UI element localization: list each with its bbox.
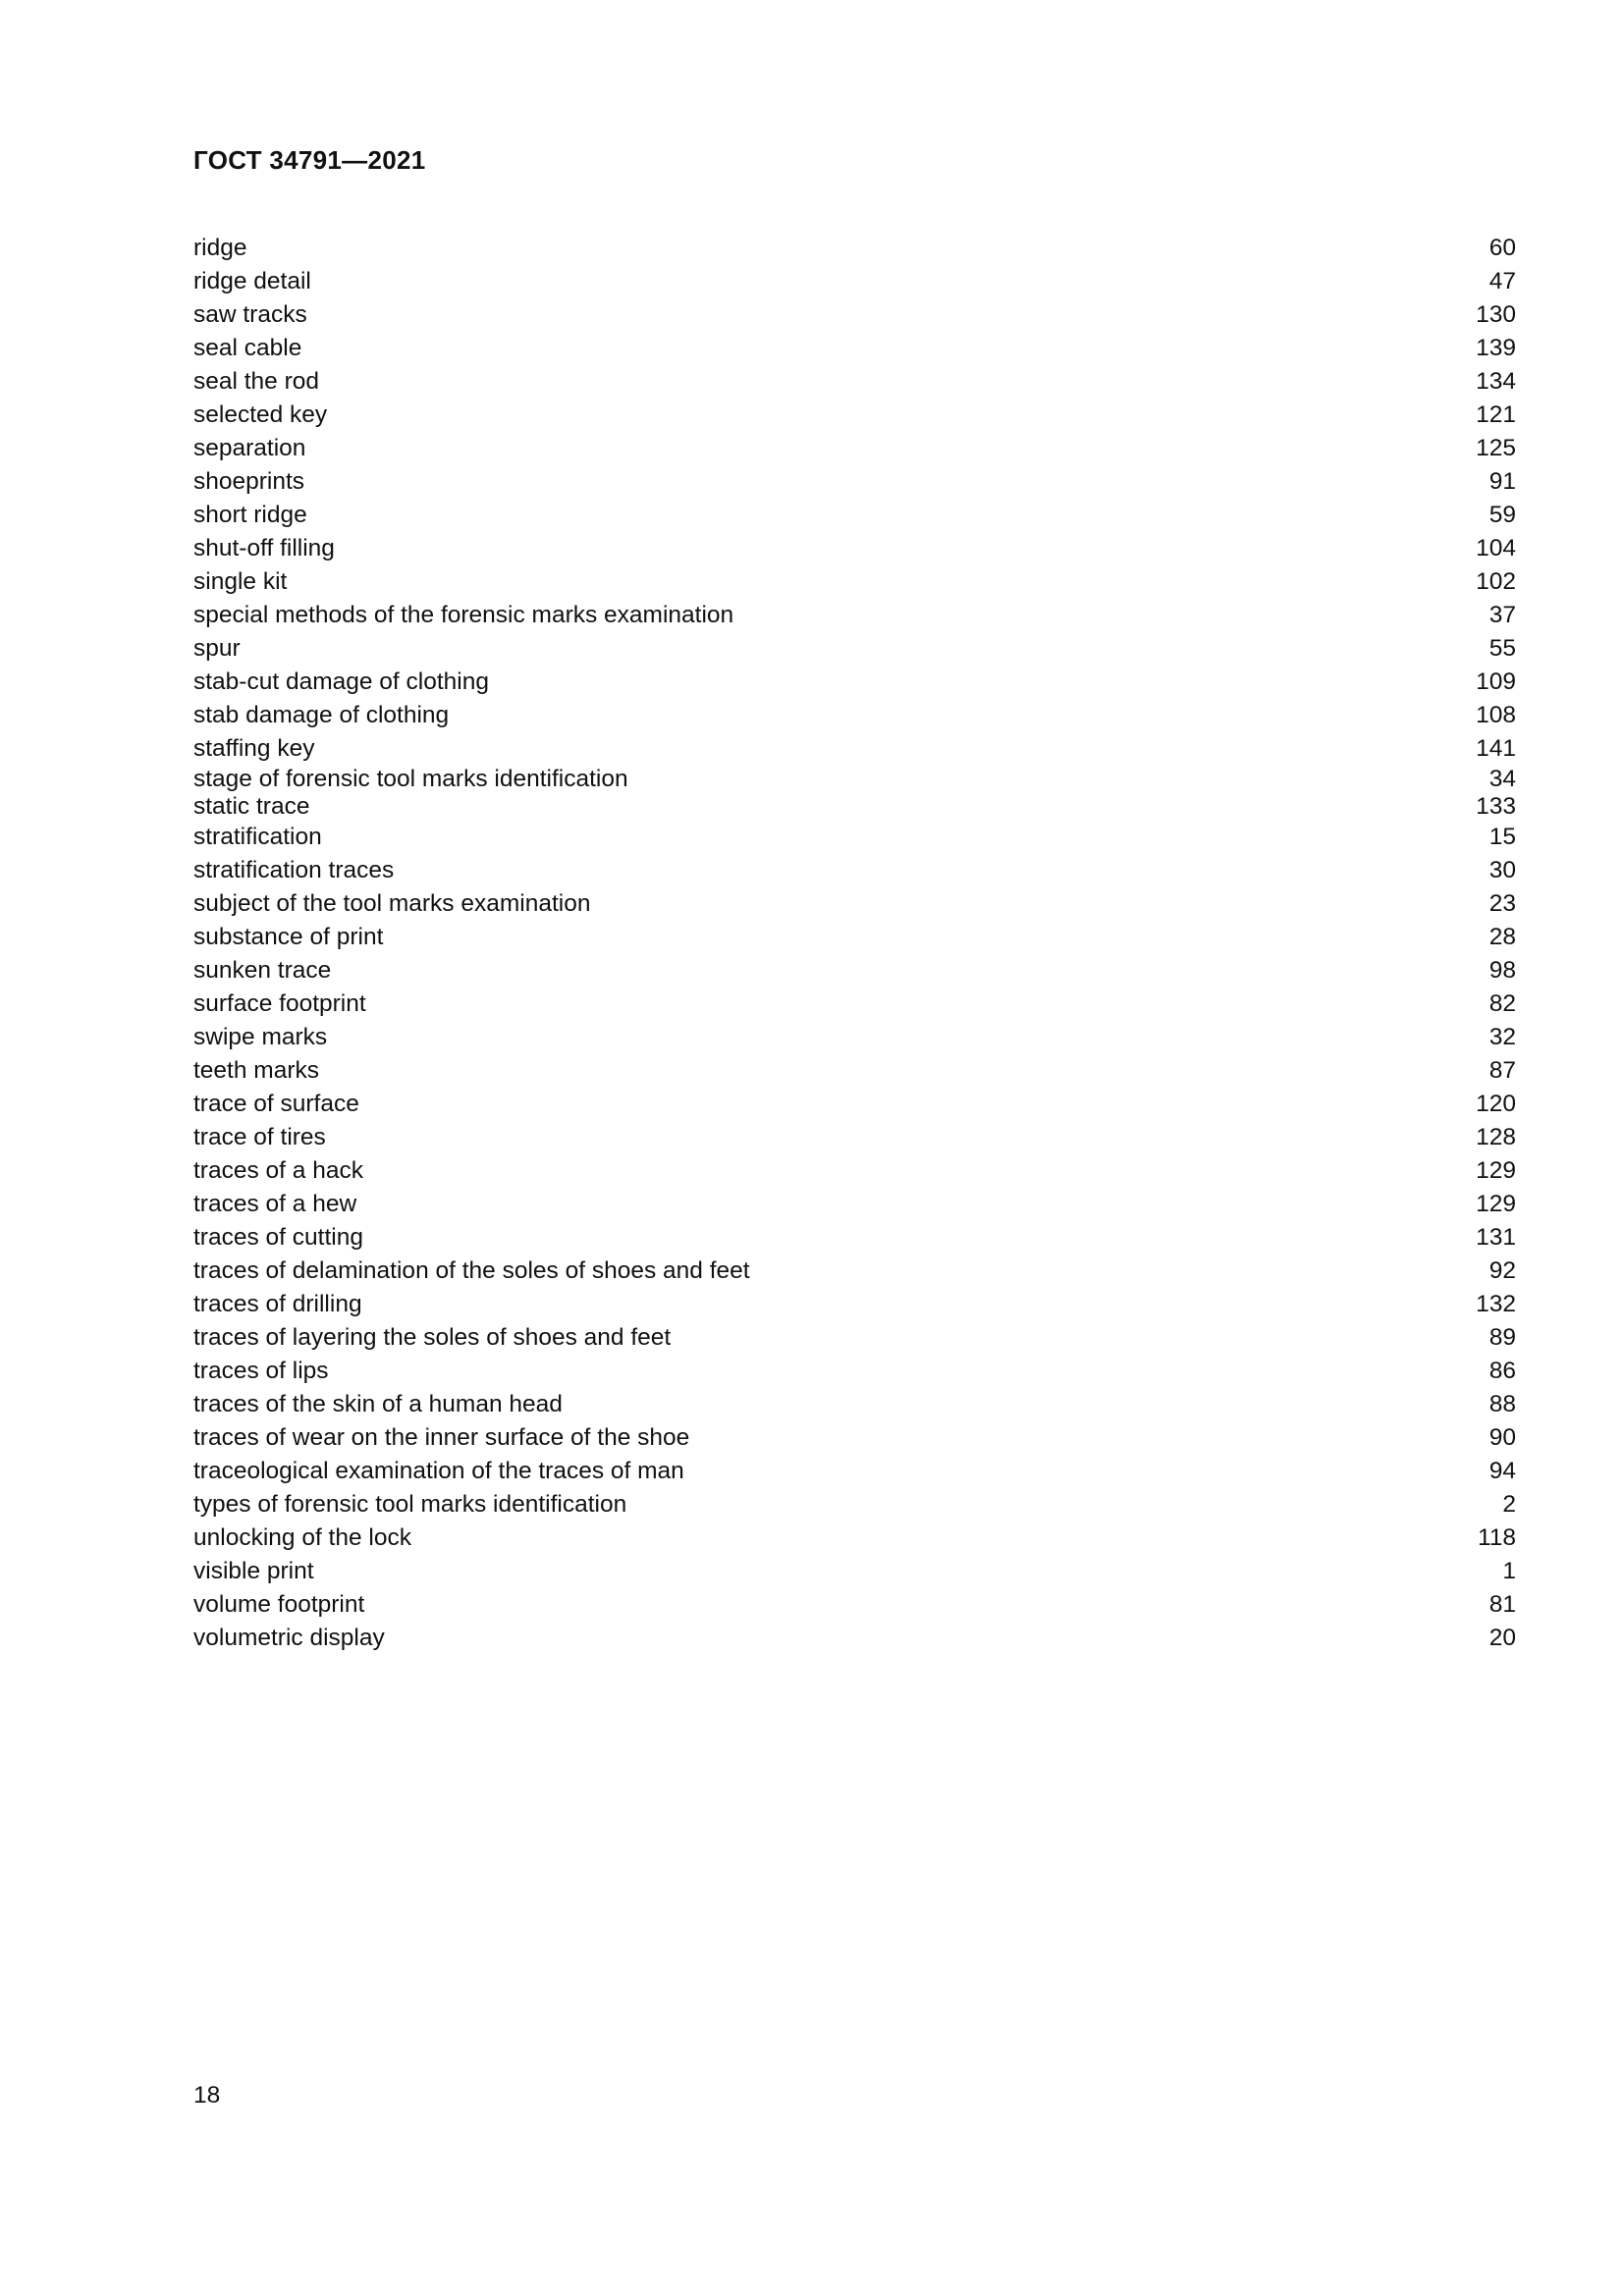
index-ref: 1 [1502, 1558, 1516, 1584]
index-ref: 32 [1489, 1024, 1516, 1050]
index-term: special methods of the forensic marks examination [193, 602, 734, 628]
index-entry [193, 632, 1516, 666]
index-entry [193, 1321, 1516, 1355]
index-ref: 133 [1476, 793, 1516, 820]
index-ref: 88 [1489, 1391, 1516, 1417]
page-number: 18 [193, 2082, 221, 2109]
index-entry [193, 432, 1516, 465]
index-entry [193, 1054, 1516, 1088]
index-ref: 30 [1489, 857, 1516, 883]
index-term: stratification traces [193, 857, 395, 883]
index-ref: 108 [1476, 702, 1516, 728]
index-entry [193, 699, 1516, 732]
index-term: selected key [193, 401, 328, 428]
index-ref: 86 [1489, 1358, 1516, 1384]
index-ref: 89 [1489, 1324, 1516, 1351]
index-term: traces of wear on the inner surface of the shoe [193, 1424, 690, 1451]
index-ref: 139 [1476, 335, 1516, 361]
index-entry [193, 532, 1516, 565]
index-term: traces of lips [193, 1358, 329, 1384]
index-entry [193, 1388, 1516, 1421]
index-ref: 141 [1476, 735, 1516, 762]
index-term: short ridge [193, 502, 307, 528]
index-ref: 28 [1489, 924, 1516, 950]
index-term: single kit [193, 568, 288, 595]
index-ref: 81 [1489, 1591, 1516, 1618]
index-entry [193, 1588, 1516, 1622]
index-ref: 129 [1476, 1191, 1516, 1217]
index-entry [193, 499, 1516, 532]
index-entry [193, 332, 1516, 365]
index-entry [193, 465, 1516, 499]
index-entry [193, 1154, 1516, 1188]
index-term: ridge detail [193, 268, 311, 294]
index-term: ridge [193, 235, 247, 261]
index-ref: 131 [1476, 1224, 1516, 1251]
index-ref: 129 [1476, 1157, 1516, 1184]
index-list [193, 232, 1516, 1655]
index-entry [193, 1088, 1516, 1121]
index-ref: 90 [1489, 1424, 1516, 1451]
index-ref: 132 [1476, 1291, 1516, 1317]
index-ref: 60 [1489, 235, 1516, 261]
index-term: teeth marks [193, 1057, 319, 1084]
index-term: volumetric display [193, 1625, 385, 1651]
index-ref: 34 [1489, 766, 1516, 792]
index-ref: 23 [1489, 890, 1516, 917]
index-entry [193, 1121, 1516, 1154]
index-term: traces of delamination of the soles of shoes and feet [193, 1257, 750, 1284]
index-entry [193, 1288, 1516, 1321]
index-entry [193, 793, 1516, 821]
index-ref: 125 [1476, 435, 1516, 461]
index-term: surface footprint [193, 990, 366, 1017]
index-term: unlocking of the lock [193, 1524, 411, 1551]
index-entry [193, 1522, 1516, 1555]
index-ref: 91 [1489, 468, 1516, 495]
index-term: sunken trace [193, 957, 332, 984]
index-entry [193, 298, 1516, 332]
index-ref: 2 [1502, 1491, 1516, 1518]
index-term: staffing key [193, 735, 315, 762]
index-entry [193, 265, 1516, 298]
index-ref: 121 [1476, 401, 1516, 428]
index-entry [193, 399, 1516, 432]
index-entry [193, 766, 1516, 793]
index-ref: 120 [1476, 1091, 1516, 1117]
index-term: seal the rod [193, 368, 320, 395]
index-ref: 104 [1476, 535, 1516, 561]
index-term: stab-cut damage of clothing [193, 668, 489, 695]
index-ref: 94 [1489, 1458, 1516, 1484]
index-entry [193, 1355, 1516, 1388]
index-term: volume footprint [193, 1591, 365, 1618]
index-term: stratification [193, 824, 322, 850]
index-entry [193, 1255, 1516, 1288]
index-ref: 128 [1476, 1124, 1516, 1150]
index-ref: 82 [1489, 990, 1516, 1017]
index-entry [193, 599, 1516, 632]
index-entry [193, 1421, 1516, 1455]
index-term: traceological examination of the traces of man [193, 1458, 684, 1484]
index-entry [193, 1622, 1516, 1655]
index-ref: 37 [1489, 602, 1516, 628]
index-entry [193, 1021, 1516, 1054]
index-ref: 87 [1489, 1057, 1516, 1084]
index-term: seal cable [193, 335, 302, 361]
index-entry [193, 887, 1516, 921]
index-ref: 92 [1489, 1257, 1516, 1284]
index-term: traces of a hack [193, 1157, 363, 1184]
index-ref: 20 [1489, 1625, 1516, 1651]
index-ref: 15 [1489, 824, 1516, 850]
index-entry [193, 854, 1516, 887]
index-term: stab damage of clothing [193, 702, 450, 728]
index-ref: 130 [1476, 301, 1516, 328]
index-ref: 118 [1477, 1524, 1516, 1551]
index-ref: 109 [1476, 668, 1516, 695]
index-entry [193, 365, 1516, 399]
index-ref: 102 [1476, 568, 1516, 595]
index-term: substance of print [193, 924, 384, 950]
index-ref: 98 [1489, 957, 1516, 984]
index-term: traces of a hew [193, 1191, 357, 1217]
index-entry [193, 732, 1516, 766]
index-term: types of forensic tool marks identification [193, 1491, 627, 1518]
index-entry [193, 1221, 1516, 1255]
index-term: trace of surface [193, 1091, 359, 1117]
index-entry [193, 988, 1516, 1021]
index-term: shoeprints [193, 468, 305, 495]
index-ref: 134 [1476, 368, 1516, 395]
index-term: shut-off filling [193, 535, 335, 561]
index-term: swipe marks [193, 1024, 328, 1050]
index-term: traces of layering the soles of shoes and feet [193, 1324, 672, 1351]
document-header: ГОСТ 34791—2021 [193, 145, 426, 175]
index-term: traces of drilling [193, 1291, 362, 1317]
index-term: spur [193, 635, 241, 662]
index-ref: 55 [1489, 635, 1516, 662]
index-term: visible print [193, 1558, 314, 1584]
index-term: traces of the skin of a human head [193, 1391, 563, 1417]
index-entry [193, 1555, 1516, 1588]
index-entry [193, 1455, 1516, 1488]
index-term: subject of the tool marks examination [193, 890, 591, 917]
index-entry [193, 921, 1516, 954]
index-ref: 47 [1489, 268, 1516, 294]
index-term: stage of forensic tool marks identification [193, 766, 628, 792]
index-entry [193, 1188, 1516, 1221]
index-entry [193, 821, 1516, 854]
index-term: saw tracks [193, 301, 307, 328]
index-entry [193, 565, 1516, 599]
index-entry [193, 954, 1516, 988]
index-term: separation [193, 435, 306, 461]
index-ref: 59 [1489, 502, 1516, 528]
index-entry [193, 232, 1516, 265]
index-term: trace of tires [193, 1124, 326, 1150]
index-entry [193, 666, 1516, 699]
index-entry [193, 1488, 1516, 1522]
index-term: traces of cutting [193, 1224, 363, 1251]
index-term: static trace [193, 793, 310, 820]
